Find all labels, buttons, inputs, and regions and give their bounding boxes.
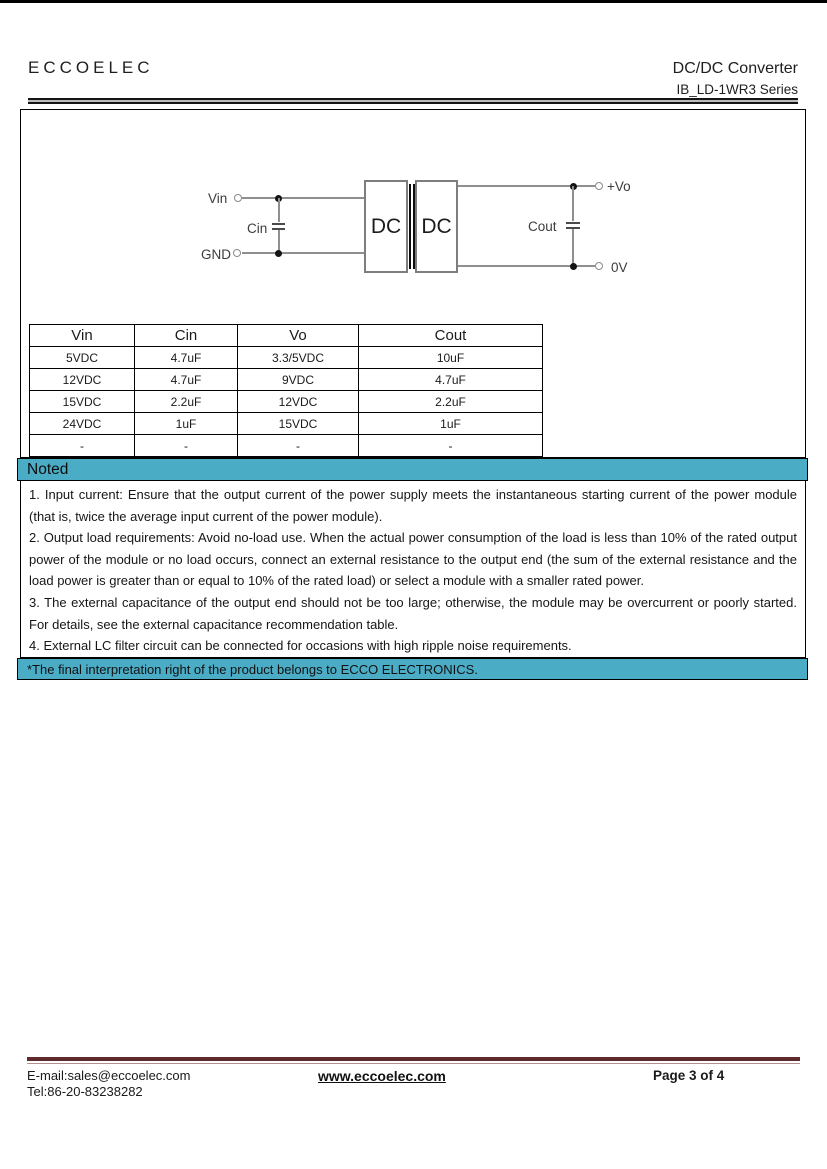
vin-terminal: [234, 194, 242, 202]
col-header-cout: Cout: [359, 325, 543, 347]
table-cell: -: [135, 435, 238, 457]
col-header-vo: Vo: [238, 325, 359, 347]
table-row: [30, 391, 543, 413]
table-cell: -: [359, 435, 543, 457]
series-title: IB_LD-1WR3 Series: [676, 82, 798, 97]
table-row: [30, 369, 543, 391]
table-row: [30, 413, 543, 435]
table-cell: 4.7uF: [135, 369, 238, 391]
note-item-1: 1. Input current: Ensure that the output current of the power supply meets the instantaneous starting current of the power module (that is, twice the average input current of the power module).: [29, 487, 797, 524]
dc-secondary-label: DC: [421, 214, 452, 238]
table-cell: 4.7uF: [359, 369, 543, 391]
table-cell: 1uF: [135, 413, 238, 435]
table-cell: -: [238, 435, 359, 457]
note-item-3: 3. The external capacitance of the output end should not be too large; otherwise, the module may be overcurrent or poorly started. For details, see the external capacitance recommendation table.: [29, 594, 797, 632]
table-cell: 1uF: [359, 413, 543, 435]
table-cell: 12VDC: [30, 369, 135, 391]
zero-v-terminal: [595, 262, 603, 270]
table-row: [30, 435, 543, 457]
noted-header-bar: Noted: [17, 458, 808, 481]
table-cell: 2.2uF: [359, 391, 543, 413]
wire-vin: [242, 197, 364, 199]
footer-rule-dark: [27, 1057, 800, 1061]
company-name: ECCOELEC: [28, 58, 154, 77]
wire-gnd: [242, 252, 364, 254]
gnd-terminal: [233, 249, 241, 257]
table-cell: 15VDC: [30, 391, 135, 413]
col-header-vin: Vin: [30, 325, 135, 347]
table-cell: 2.2uF: [135, 391, 238, 413]
cout-capacitor-plate-top: [566, 222, 580, 224]
table-cell: 15VDC: [238, 413, 359, 435]
table-cell: 5VDC: [30, 347, 135, 369]
vo-plus-terminal: [595, 182, 603, 190]
note-item-4: 4. External LC filter circuit can be connected for occasions with high ripple noise requirements.: [29, 638, 572, 654]
vin-label: Vin: [208, 191, 228, 206]
tel-text: Tel:86-20-83238282: [27, 1083, 143, 1099]
cout-lead-top: [572, 186, 574, 221]
cin-label: Cin: [247, 221, 268, 236]
dc-module-primary: [364, 180, 408, 273]
page-number: Page 3 of 4: [653, 1068, 725, 1083]
note-item-2: 2. Output load requirements: Avoid no-load use. When the actual power consumption of the load is less than 10% of the rated output power of the module or no load occurs, connect an external resistance to the output end (the sum of the external resistance and the load power is greater than or equal to 10% of the rated load) or select a module with a smaller rated power.: [29, 530, 797, 589]
table-cell: 3.3/5VDC: [238, 347, 359, 369]
col-header-cin: Cin: [135, 325, 238, 347]
header-rule: [28, 98, 798, 104]
table-cell: 12VDC: [238, 391, 359, 413]
vo-plus-label: +Vo: [607, 179, 631, 194]
isolation-bar-left: [409, 184, 412, 269]
table-header-row: [30, 325, 543, 347]
notes-box: [20, 481, 806, 658]
disclaimer-bar: *The final interpretation right of the product belongs to ECCO ELECTRONICS.: [17, 658, 808, 680]
table-cell: 24VDC: [30, 413, 135, 435]
email-text: E-mail:sales@eccoelec.com: [27, 1068, 191, 1083]
cout-lead-bottom: [572, 229, 574, 266]
website-link[interactable]: www.eccoelec.com: [318, 1068, 446, 1084]
table-cell: -: [30, 435, 135, 457]
dc-module-secondary: [415, 180, 458, 273]
capacitor-table: [29, 324, 543, 457]
junction-dot-bottom-left: [275, 250, 282, 257]
product-title: DC/DC Converter: [672, 60, 798, 77]
table-cell: 9VDC: [238, 369, 359, 391]
zero-v-label: 0V: [611, 260, 628, 275]
cout-label: Cout: [528, 219, 557, 234]
cin-lead-top: [278, 198, 280, 222]
table-row: [30, 347, 543, 369]
page-top-border: [0, 0, 827, 3]
gnd-label: GND: [201, 247, 231, 262]
table-cell: 4.7uF: [135, 347, 238, 369]
table-cell: 10uF: [359, 347, 543, 369]
dc-primary-label: DC: [370, 214, 402, 238]
cin-capacitor-plate-top: [272, 223, 285, 225]
junction-dot-bottom-right: [570, 263, 577, 270]
footer-rule-light: [27, 1063, 800, 1065]
